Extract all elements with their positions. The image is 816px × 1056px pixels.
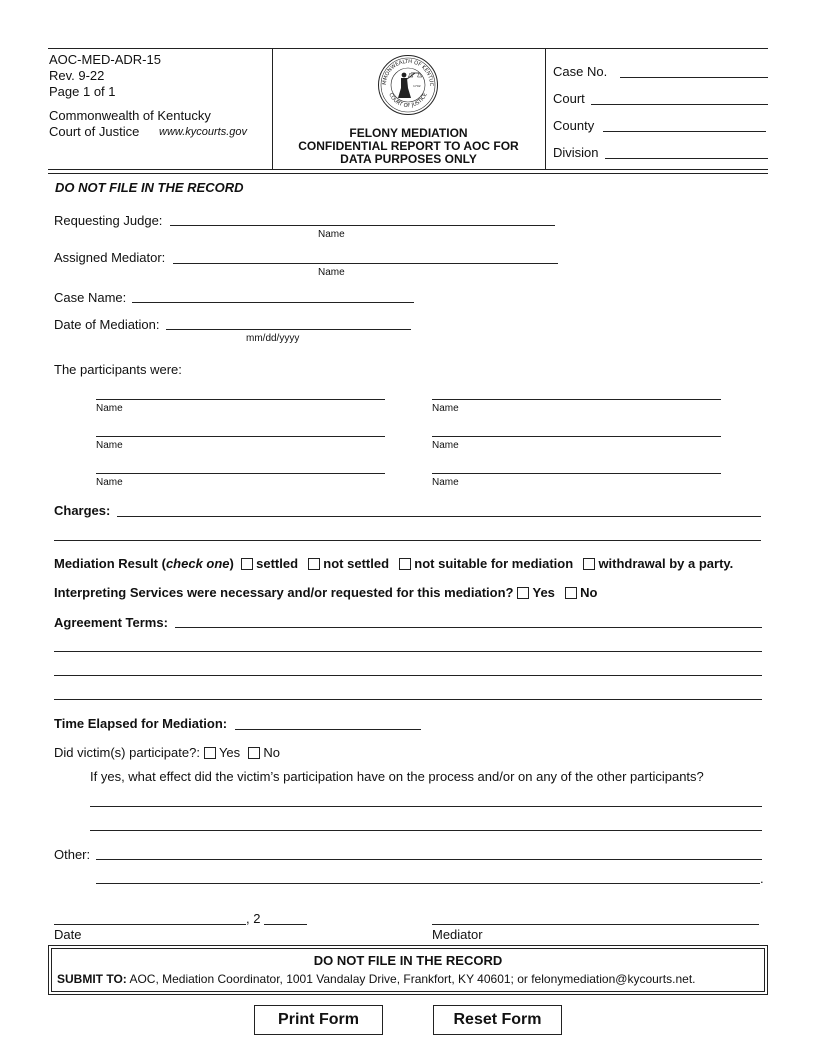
svg-text:1792: 1792 — [413, 84, 421, 88]
date-year-field[interactable] — [264, 924, 307, 925]
checkbox-victim-no[interactable] — [248, 747, 260, 759]
footer-submit-row — [57, 972, 696, 987]
date-of-mediation-label: Date of Mediation: — [54, 317, 160, 332]
agreement-terms-field-3[interactable] — [54, 675, 762, 676]
header-bottom-rule-2 — [48, 173, 768, 174]
header-bottom-rule — [48, 169, 768, 170]
participant-field-1[interactable] — [96, 399, 385, 400]
form-page-number: Page 1 of 1 — [49, 84, 116, 99]
date-format-caption: mm/dd/yyyy — [246, 333, 300, 344]
participant-field-5[interactable] — [96, 473, 385, 474]
interpreting-row — [54, 585, 598, 600]
participant-caption-2: Name — [432, 403, 459, 414]
footer-submit-label: SUBMIT TO: — [57, 972, 127, 986]
date-label: Date — [54, 927, 82, 942]
victim-effect-field-2[interactable] — [90, 830, 762, 831]
court-field[interactable] — [591, 104, 768, 105]
other-label: Other: — [54, 847, 91, 862]
participant-caption-4: Name — [432, 440, 459, 451]
victim-row — [54, 745, 280, 760]
participant-field-4[interactable] — [432, 436, 721, 437]
form-revision: Rev. 9-22 — [49, 68, 105, 83]
participant-field-2[interactable] — [432, 399, 721, 400]
option-not-suitable: not suitable for mediation — [414, 556, 574, 571]
case-name-label: Case Name: — [54, 290, 127, 305]
assigned-mediator-label: Assigned Mediator: — [54, 250, 166, 265]
option-not-settled: not settled — [323, 556, 390, 571]
charges-field-2[interactable] — [54, 540, 761, 541]
county-field[interactable] — [603, 131, 766, 132]
time-elapsed-field[interactable] — [235, 729, 421, 730]
footer-submit-text: AOC, Mediation Coordinator, 1001 Vandalay Drive, Frankfort, KY 40601; or felonymediation@kycourts.net. — [129, 972, 696, 986]
mediator-label: Mediator — [432, 927, 483, 942]
agreement-terms-field-1[interactable] — [175, 627, 762, 628]
victim-yes-label: Yes — [218, 745, 241, 760]
header-divider-right — [545, 48, 546, 169]
checkbox-not-settled[interactable] — [308, 558, 320, 570]
other-field-1[interactable] — [96, 859, 762, 860]
checkbox-interpreting-yes[interactable] — [517, 587, 529, 599]
participants-intro: The participants were: — [54, 362, 182, 377]
participant-field-3[interactable] — [96, 436, 385, 437]
mediation-result-row — [54, 556, 733, 571]
division-label: Division — [553, 145, 599, 160]
requesting-judge-field[interactable] — [170, 225, 555, 226]
date-signature-field[interactable] — [54, 924, 246, 925]
seal-bottom-text: COURT OF JUSTICE — [387, 92, 429, 110]
org-website: www.kycourts.gov — [159, 126, 248, 138]
mediator-signature-field[interactable] — [432, 924, 759, 925]
case-name-field[interactable] — [132, 302, 414, 303]
requesting-judge-caption: Name — [318, 229, 345, 240]
participant-caption-3: Name — [96, 440, 123, 451]
footer-notice: DO NOT FILE IN THE RECORD — [313, 953, 503, 968]
form-title-line3: DATA PURPOSES ONLY — [340, 152, 477, 166]
agreement-terms-field-2[interactable] — [54, 651, 762, 652]
agreement-terms-field-4[interactable] — [54, 699, 762, 700]
form-id: AOC-MED-ADR-15 — [49, 52, 161, 67]
assigned-mediator-caption: Name — [318, 267, 345, 278]
reset-form-button[interactable]: Reset Form — [433, 1005, 562, 1035]
victim-no-label: No — [263, 745, 281, 760]
other-field-2[interactable] — [96, 883, 760, 884]
charges-field-1[interactable] — [117, 516, 761, 517]
seal-top-text: MMONWEALTH OF KENTUC — [381, 58, 435, 87]
notice-top: DO NOT FILE IN THE RECORD — [55, 180, 244, 195]
participant-caption-6: Name — [432, 477, 459, 488]
participant-caption-5: Name — [96, 477, 123, 488]
mediation-result-hint: check one — [165, 556, 230, 571]
option-settled: settled — [256, 556, 299, 571]
victim-question: Did victim(s) participate?: — [54, 745, 200, 760]
court-seal — [377, 54, 439, 116]
county-label: County — [553, 118, 595, 133]
case-no-field[interactable] — [620, 77, 768, 78]
checkbox-not-suitable[interactable] — [399, 558, 411, 570]
header-top-rule — [48, 48, 768, 49]
form-title-line1: FELONY MEDIATION — [349, 126, 468, 140]
division-field[interactable] — [605, 158, 768, 159]
court-label: Court — [553, 91, 585, 106]
checkbox-withdrawal[interactable] — [583, 558, 595, 570]
date-of-mediation-field[interactable] — [166, 329, 411, 330]
other-end-period: . — [760, 871, 764, 886]
charges-label: Charges: — [54, 503, 111, 518]
agreement-terms-label: Agreement Terms: — [54, 615, 168, 630]
print-form-button[interactable]: Print Form — [254, 1005, 383, 1035]
mediation-result-paren: ) — [229, 556, 234, 571]
date-year-prefix: , 2 — [246, 911, 261, 926]
interpreting-no-label: No — [580, 585, 598, 600]
checkbox-victim-yes[interactable] — [204, 747, 216, 759]
mediation-result-label: Mediation Result ( — [54, 556, 166, 571]
case-no-label: Case No. — [553, 64, 608, 79]
org-name: Commonwealth of Kentucky — [49, 108, 211, 123]
org-court: Court of Justice — [49, 124, 140, 139]
interpreting-question: Interpreting Services were necessary and/or requested for this mediation? — [54, 585, 514, 600]
time-elapsed-label: Time Elapsed for Mediation: — [54, 716, 228, 731]
participant-caption-1: Name — [96, 403, 123, 414]
option-withdrawal: withdrawal by a party. — [598, 556, 734, 571]
checkbox-interpreting-no[interactable] — [565, 587, 577, 599]
victim-followup: If yes, what effect did the victim’s participation have on the process and/or on any of the other participants? — [90, 769, 704, 784]
assigned-mediator-field[interactable] — [173, 263, 558, 264]
participant-field-6[interactable] — [432, 473, 721, 474]
requesting-judge-label: Requesting Judge: — [54, 213, 163, 228]
checkbox-settled[interactable] — [241, 558, 253, 570]
form-title-line2: CONFIDENTIAL REPORT TO AOC FOR — [298, 139, 519, 153]
interpreting-yes-label: Yes — [532, 585, 555, 600]
victim-effect-field-1[interactable] — [90, 806, 762, 807]
seal-icon — [377, 54, 439, 116]
